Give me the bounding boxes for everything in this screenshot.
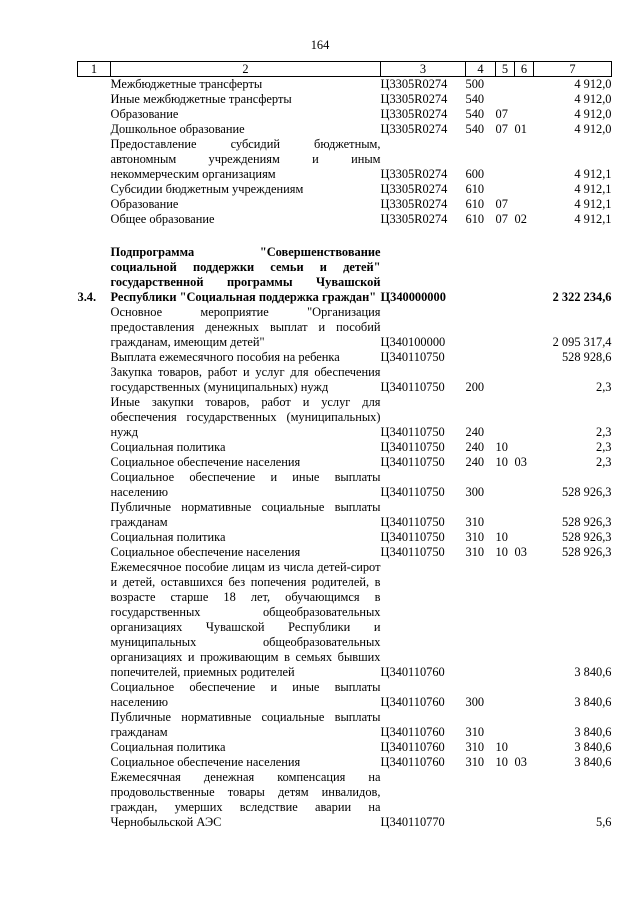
cell-vr [466,245,496,305]
cell-code: Ц3305R0274 [380,92,448,106]
cell-pr: 03 [514,455,527,469]
table-row [78,350,612,365]
cell-sum: 3 840,6 [574,755,612,769]
cell-rz [496,350,515,365]
table-row [78,755,612,770]
cell-name: Предоставление субсидий бюджетным, автономным учреждениям и иным некоммерческим организациям [110,137,381,181]
header-cell: 4 [466,62,496,77]
cell-num [78,530,111,545]
cell-code: Ц3305R0274 [380,122,448,136]
table-row [78,500,612,530]
cell-num [78,545,111,560]
cell-num [78,395,111,440]
cell-pr [515,710,534,740]
cell-rz: 10 [495,455,508,469]
cell-code: Ц340110760 [380,755,445,769]
cell-code: Ц340110760 [380,665,445,679]
cell-code: Ц3305R0274 [380,107,448,121]
cell-name: Закупка товаров, работ и услуг для обеспечения государственных (муниципальных) нужд [110,365,381,394]
cell-sum: 4 912,0 [574,122,612,136]
cell-vr: 240 [465,455,485,469]
cell-rz [496,470,515,500]
cell-vr [466,560,496,680]
table-row [78,395,612,440]
cell-code: Ц340110750 [380,530,445,544]
cell-name: Социальная политика [110,740,226,754]
cell-name: Субсидии бюджетным учреждениям [110,182,304,196]
cell-num [78,755,111,770]
cell-code: Ц3305R0274 [380,212,448,226]
header-cell: 1 [78,62,111,77]
cell-name: Образование [110,197,179,211]
cell-pr [515,365,534,395]
cell-pr [515,770,534,830]
cell-num [78,197,111,212]
cell-pr [515,245,534,305]
cell-sum: 2 095 317,4 [552,335,612,349]
cell-name: Основное мероприятие "Организация предоставления денежных выплат и пособий гражданам, имеющим детей" [110,305,381,349]
cell-pr [515,107,534,122]
cell-sum: 4 912,1 [574,182,612,196]
header-cell: 6 [515,62,534,77]
cell-name: Социальная политика [110,440,226,454]
cell-sum: 3 840,6 [574,695,612,709]
cell-name: Социальное обеспечение и иные выплаты населению [110,470,381,499]
cell-pr [515,470,534,500]
cell-num [78,92,111,107]
table-row [78,560,612,680]
cell-sum: 528 926,3 [561,530,612,544]
table-row [78,92,612,107]
cell-name: Иные межбюджетные трансферты [110,92,292,106]
cell-code: Ц340110760 [380,695,445,709]
cell-pr [515,137,534,182]
header-cell: 7 [534,62,612,77]
cell-rz [496,137,515,182]
cell-num [78,500,111,530]
cell-num [78,740,111,755]
cell-rz: 07 [495,212,508,226]
cell-vr: 500 [465,77,485,91]
cell-vr: 240 [465,425,485,439]
table-row [78,212,612,227]
cell-vr: 310 [465,545,485,559]
cell-code: Ц3305R0274 [380,167,448,181]
cell-pr [515,500,534,530]
cell-name: Образование [110,107,179,121]
header-cell: 3 [381,62,466,77]
cell-vr: 540 [465,107,485,121]
cell-num [78,122,111,137]
cell-num [78,560,111,680]
cell-sum: 2,3 [596,455,612,469]
cell-sum: 4 912,0 [574,77,612,91]
cell-vr: 610 [465,212,485,226]
cell-num [78,710,111,740]
cell-sum: 4 912,1 [574,197,612,211]
cell-name: Социальное обеспечение населения [110,755,301,769]
cell-sum: 4 912,0 [574,92,612,106]
cell-pr [515,395,534,440]
cell-num [78,350,111,365]
cell-name: Межбюджетные трансферты [110,77,263,91]
cell-num [78,77,111,93]
cell-code: Ц340110750 [380,515,445,529]
cell-name: Подпрограмма "Совершенствование социальной поддержки семьи и детей" государственной программы Чувашской Республики "Социальная поддержка граждан" [110,245,381,304]
cell-num [78,137,111,182]
cell-vr: 300 [465,695,485,709]
cell-sum: 3 840,6 [574,725,612,739]
table-row [78,122,612,137]
cell-code: Ц340110760 [380,725,445,739]
cell-num [78,470,111,500]
cell-pr [515,560,534,680]
table-row [78,740,612,755]
table-row [78,197,612,212]
cell-num [78,680,111,710]
cell-name: Социальное обеспечение населения [110,545,301,559]
table-row [78,440,612,455]
cell-rz [496,710,515,740]
cell-rz: 10 [495,545,508,559]
table-row [78,710,612,740]
cell-vr: 540 [465,92,485,106]
cell-sum: 2,3 [596,380,612,394]
cell-num [78,182,111,197]
cell-rz [496,500,515,530]
cell-num [78,440,111,455]
header-cell: 2 [111,62,381,77]
cell-vr: 310 [465,740,485,754]
cell-vr [466,350,496,365]
cell-sum: 528 926,3 [561,545,612,559]
cell-code: Ц340110750 [380,455,445,469]
cell-rz: 10 [495,530,508,544]
cell-sum: 4 912,1 [574,167,612,181]
cell-sum: 528 926,3 [561,485,612,499]
cell-vr: 600 [465,167,485,181]
cell-rz [496,92,515,107]
cell-rz [496,77,515,93]
cell-rz [496,560,515,680]
cell-name: Иные закупки товаров, работ и услуг для обеспечения государственных (муниципальных) нужд [110,395,381,439]
cell-name: Общее образование [110,212,215,226]
cell-code: Ц340110770 [380,815,445,829]
cell-name: Ежемесячное пособие лицам из числа детей-сирот и детей, оставшихся без попечения родителей, в возрасте старше 18 лет, обучающимся в государственных общеобразовательных организациях Чувашской Республики и муниципальных общеобразовательных организациях и проживающим в семьях бывших попечителей, приемных родителей [110,560,381,679]
cell-vr: 310 [465,725,485,739]
cell-name: Публичные нормативные социальные выплаты гражданам [110,710,381,739]
cell-num [78,455,111,470]
table-row [78,365,612,395]
cell-vr [466,305,496,350]
cell-rz [496,245,515,305]
cell-vr: 610 [465,182,485,196]
table-row [78,107,612,122]
subprogram-row [78,245,612,305]
table-row [78,770,612,830]
cell-code: Ц340110750 [380,350,445,364]
table-row [78,680,612,710]
cell-num [78,212,111,227]
cell-code: Ц3305R0274 [380,77,448,91]
cell-num [78,770,111,830]
cell-pr: 02 [514,212,527,226]
cell-code: Ц3305R0274 [380,182,448,196]
cell-code: Ц340100000 [380,335,446,349]
cell-pr [515,92,534,107]
cell-sum: 528 926,3 [561,515,612,529]
table-row [78,455,612,470]
cell-pr [515,740,534,755]
cell-pr [515,182,534,197]
cell-vr: 310 [465,530,485,544]
cell-rz: 07 [495,107,508,121]
cell-code: Ц340110750 [380,440,445,454]
cell-rz [496,680,515,710]
cell-sum: 4 912,0 [574,107,612,121]
page-number: 164 [310,38,330,52]
cell-vr: 310 [465,515,485,529]
header-cell: 5 [496,62,515,77]
cell-pr [515,77,534,93]
cell-rz: 07 [495,122,508,136]
cell-pr [515,530,534,545]
table-row [78,305,612,350]
cell-name: Социальное обеспечение и иные выплаты населению [110,680,381,709]
budget-table [77,61,612,830]
cell-rz [496,770,515,830]
cell-vr: 240 [465,440,485,454]
cell-vr: 300 [465,485,485,499]
cell-pr: 03 [514,755,527,769]
cell-sum: 4 912,1 [574,212,612,226]
cell-sum: 5,6 [596,815,612,829]
cell-name: Ежемесячная денежная компенсация на продовольственные товары детям инвалидов, граждан, умерших вследствие аварии на Чернобыльской АЭС [110,770,381,829]
cell-vr: 610 [465,197,485,211]
table-row [78,545,612,560]
cell-rz: 07 [495,197,508,211]
cell-name: Публичные нормативные социальные выплаты гражданам [110,500,381,529]
cell-rz: 10 [495,740,508,754]
table-row [78,137,612,182]
cell-pr: 01 [514,122,527,136]
cell-pr [515,680,534,710]
cell-pr: 03 [514,545,527,559]
cell-name: Социальное обеспечение населения [110,455,301,469]
cell-vr: 200 [465,380,485,394]
cell-pr [515,350,534,365]
cell-name: Социальная политика [110,530,226,544]
cell-rz: 10 [495,440,508,454]
cell-pr [515,197,534,212]
cell-vr: 540 [465,122,485,136]
cell-name: Дошкольное образование [110,122,245,136]
table-row [78,470,612,500]
cell-code: Ц340110750 [380,545,445,559]
cell-sum: 3 840,6 [574,665,612,679]
cell-rz: 10 [495,755,508,769]
cell-code: Ц340110750 [380,425,445,439]
table-row [78,182,612,197]
cell-pr [515,305,534,350]
cell-rz [496,365,515,395]
cell-num [78,365,111,395]
cell-sum: 3 840,6 [574,740,612,754]
cell-code: Ц340110750 [380,380,445,394]
cell-sum: 2 322 234,6 [552,290,612,304]
cell-sum: 528 928,6 [561,350,612,364]
cell-vr: 310 [465,755,485,769]
cell-num [78,305,111,350]
cell-code: Ц340110750 [380,485,445,499]
cell-sum: 2,3 [596,440,612,454]
cell-code: Ц3305R0274 [380,197,448,211]
cell-name: Выплата ежемесячного пособия на ребенка [110,350,340,364]
cell-rz [496,305,515,350]
table-row [78,530,612,545]
cell-vr [466,770,496,830]
cell-code: Ц340000000 [380,290,446,304]
cell-num: 3.4. [77,290,97,304]
cell-sum: 2,3 [596,425,612,439]
table-row [78,77,612,93]
cell-num [78,107,111,122]
cell-code: Ц340110760 [380,740,445,754]
cell-rz [496,182,515,197]
spacer-row [78,227,612,245]
header-row [78,62,612,77]
cell-pr [515,440,534,455]
cell-rz [496,395,515,440]
